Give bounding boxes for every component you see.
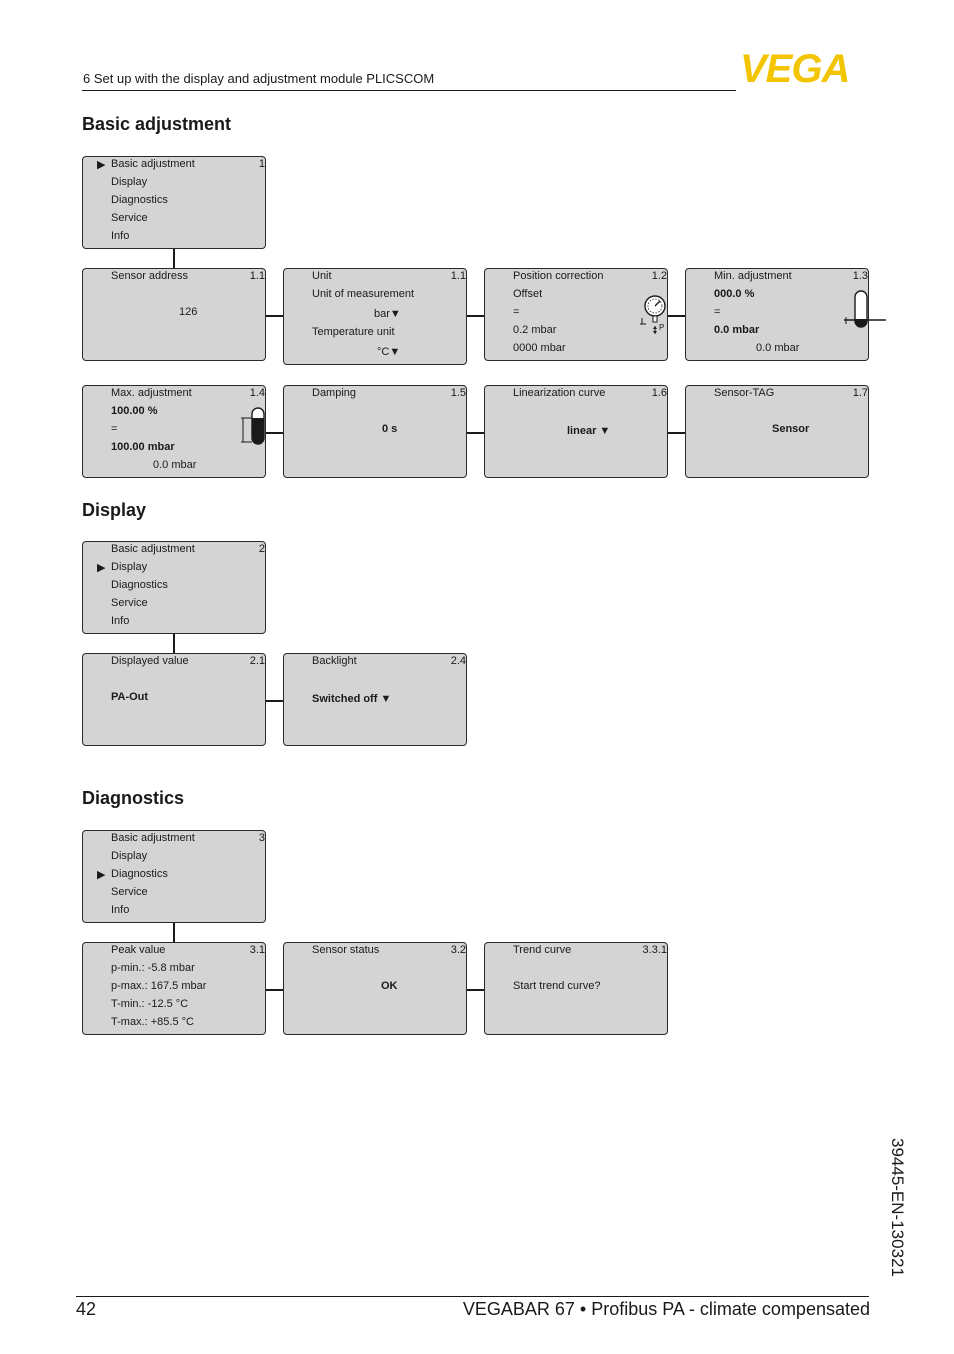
menu-display[interactable] bbox=[82, 541, 266, 634]
menu-item[interactable]: Service bbox=[111, 597, 148, 609]
peak-p-max: p-max.: 167.5 mbar bbox=[111, 980, 207, 992]
menu-item[interactable]: Info bbox=[111, 615, 130, 627]
menu-number: 1 bbox=[258, 158, 265, 170]
connector bbox=[173, 923, 175, 943]
menu-item[interactable]: Diagnostics bbox=[111, 194, 168, 206]
box-title: Peak value bbox=[111, 944, 166, 956]
footer-title: VEGABAR 67 • Profibus PA - climate compensated bbox=[462, 1299, 870, 1319]
box-title: Position correction bbox=[513, 270, 604, 282]
box-title: Max. adjustment bbox=[111, 387, 192, 399]
displayed-value-box[interactable] bbox=[82, 653, 266, 746]
peak-value-box[interactable] bbox=[82, 942, 266, 1035]
document-id: 39445-EN-130321 bbox=[888, 1138, 907, 1277]
min-pressure-value: 0.0 mbar bbox=[714, 324, 760, 336]
sensor-tag-value[interactable]: Sensor bbox=[772, 423, 810, 435]
sensor-status-value: OK bbox=[381, 980, 398, 992]
menu-pointer-icon: ▶ bbox=[97, 159, 106, 171]
connector bbox=[668, 315, 686, 317]
peak-t-max: T-max.: +85.5 °C bbox=[111, 1016, 194, 1028]
equals-label: = bbox=[111, 423, 118, 435]
unit-label: Unit of measurement bbox=[312, 288, 415, 300]
menu-item[interactable]: Info bbox=[111, 230, 130, 242]
connector bbox=[173, 634, 175, 654]
box-number: 2.1 bbox=[249, 655, 265, 667]
box-number: 1.6 bbox=[651, 387, 667, 399]
menu-item[interactable]: Service bbox=[111, 886, 148, 898]
min-adjustment-box[interactable] bbox=[685, 268, 869, 361]
box-title: Linearization curve bbox=[513, 387, 606, 399]
menu-item[interactable]: Basic adjustment bbox=[111, 832, 195, 844]
connector bbox=[467, 432, 485, 434]
damping-box[interactable] bbox=[283, 385, 467, 478]
box-number: 1.3 bbox=[852, 270, 868, 282]
box-number: 1.1 bbox=[249, 270, 265, 282]
tank-max-icon bbox=[239, 406, 267, 446]
connector bbox=[467, 989, 485, 991]
trend-curve-box[interactable] bbox=[484, 942, 668, 1035]
max-percent-value: 100.00 % bbox=[111, 405, 158, 417]
backlight-box[interactable] bbox=[283, 653, 467, 746]
page-number: 42 bbox=[76, 1299, 97, 1319]
trend-curve-prompt[interactable]: Start trend curve? bbox=[513, 980, 601, 992]
heading-basic-adjustment: Basic adjustment bbox=[82, 114, 232, 134]
box-title: Damping bbox=[312, 387, 357, 399]
box-number: 1.7 bbox=[852, 387, 868, 399]
tank-min-icon bbox=[842, 289, 888, 329]
connector bbox=[266, 432, 284, 434]
equals-label: = bbox=[714, 306, 721, 318]
running-header: 6 Set up with the display and adjustment module PLICSCOM bbox=[83, 71, 435, 86]
menu-item[interactable]: Display bbox=[111, 850, 148, 862]
peak-t-min: T-min.: -12.5 °C bbox=[111, 998, 189, 1010]
min-percent-value: 000.0 % bbox=[714, 288, 755, 300]
box-title: Sensor-TAG bbox=[714, 387, 775, 399]
box-number: 1.5 bbox=[450, 387, 466, 399]
connector bbox=[467, 315, 485, 317]
menu-diagnostics[interactable] bbox=[82, 830, 266, 923]
box-number: 1.4 bbox=[249, 387, 265, 399]
box-title: Backlight bbox=[312, 655, 357, 667]
backlight-select[interactable]: Switched off ▼ bbox=[312, 693, 392, 705]
connector bbox=[266, 989, 284, 991]
menu-item[interactable]: Basic adjustment bbox=[111, 158, 195, 170]
menu-basic[interactable] bbox=[82, 156, 266, 249]
pressure-label: P bbox=[659, 323, 665, 332]
equals-label: = bbox=[513, 306, 520, 318]
box-title: Trend curve bbox=[513, 944, 572, 956]
box-title: Sensor status bbox=[312, 944, 380, 956]
menu-pointer-icon: ▶ bbox=[97, 869, 106, 881]
menu-item[interactable]: Basic adjustment bbox=[111, 543, 195, 555]
box-number: 3.2 bbox=[450, 944, 466, 956]
linearization-select[interactable]: linear ▼ bbox=[567, 425, 611, 437]
displayed-value[interactable]: PA-Out bbox=[111, 691, 149, 703]
max-pressure-value: 100.00 mbar bbox=[111, 441, 175, 453]
box-number: 1.1 bbox=[450, 270, 466, 282]
menu-item[interactable]: Display bbox=[111, 561, 148, 573]
position-correction-box[interactable] bbox=[484, 268, 668, 361]
box-title: Unit bbox=[312, 270, 332, 282]
box-title: Displayed value bbox=[111, 655, 189, 667]
min-input[interactable]: 0.0 mbar bbox=[756, 342, 800, 354]
menu-item[interactable]: Service bbox=[111, 212, 148, 224]
sensor-tag-box[interactable] bbox=[685, 385, 869, 478]
menu-item[interactable]: Info bbox=[111, 904, 130, 916]
offset-value: 0.2 mbar bbox=[513, 324, 557, 336]
unit-box[interactable] bbox=[283, 268, 467, 365]
max-input[interactable]: 0.0 mbar bbox=[153, 459, 197, 471]
box-number: 1.2 bbox=[651, 270, 667, 282]
heading-diagnostics: Diagnostics bbox=[82, 788, 185, 808]
temperature-select[interactable]: °C▼ bbox=[377, 346, 401, 358]
vega-logo-text: VEGA bbox=[740, 50, 850, 84]
vega-logo bbox=[740, 50, 874, 84]
unit-select[interactable]: bar▼ bbox=[374, 308, 401, 320]
box-number: 3.1 bbox=[249, 944, 265, 956]
max-adjustment-box[interactable] bbox=[82, 385, 266, 478]
offset-label: Offset bbox=[513, 288, 543, 300]
temperature-label: Temperature unit bbox=[312, 326, 395, 338]
menu-number: 3 bbox=[258, 832, 265, 844]
connector bbox=[266, 700, 284, 702]
connector bbox=[668, 432, 686, 434]
sensor-status-box[interactable] bbox=[283, 942, 467, 1035]
box-title: Min. adjustment bbox=[714, 270, 792, 282]
menu-item[interactable]: Diagnostics bbox=[111, 868, 168, 880]
header-rule bbox=[82, 90, 736, 91]
menu-item[interactable]: Diagnostics bbox=[111, 579, 168, 591]
sensor-address-box[interactable] bbox=[82, 268, 266, 361]
box-number: 2.4 bbox=[450, 655, 466, 667]
menu-item[interactable]: Display bbox=[111, 176, 148, 188]
menu-pointer-icon: ▶ bbox=[97, 562, 106, 574]
footer-rule bbox=[76, 1296, 869, 1297]
box-title: Sensor address bbox=[111, 270, 189, 282]
heading-display: Display bbox=[82, 500, 147, 520]
connector bbox=[266, 315, 284, 317]
menu-number: 2 bbox=[258, 543, 265, 555]
damping-value[interactable]: 0 s bbox=[382, 423, 398, 435]
linearization-box[interactable] bbox=[484, 385, 668, 478]
offset-input[interactable]: 0000 mbar bbox=[513, 342, 566, 354]
sensor-address-value: 126 bbox=[179, 306, 198, 318]
connector bbox=[173, 249, 175, 269]
box-number: 3.3.1 bbox=[642, 944, 667, 956]
peak-p-min: p-min.: -5.8 mbar bbox=[111, 962, 195, 974]
